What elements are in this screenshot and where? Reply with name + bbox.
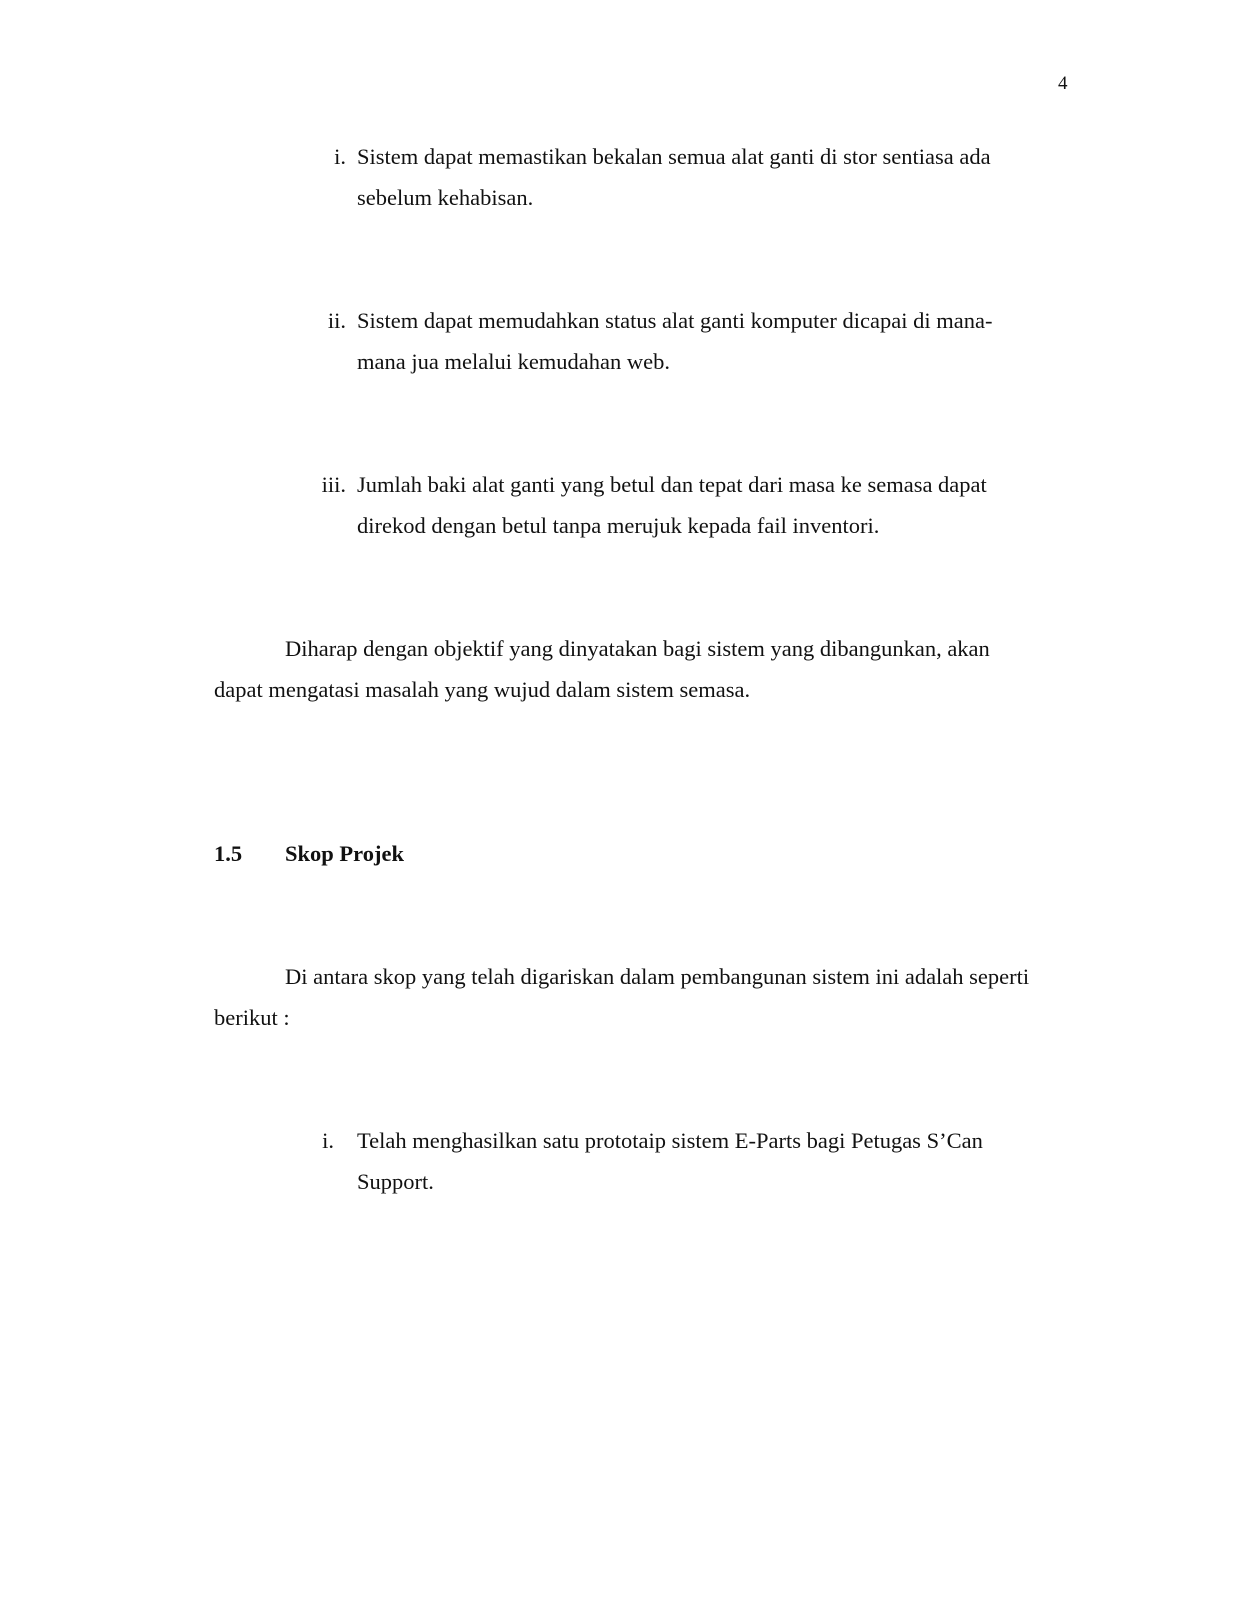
section-title: Skop Projek xyxy=(285,841,404,866)
list-marker: i. xyxy=(322,1128,334,1153)
list-marker: i. xyxy=(334,144,346,169)
objective-item-3 xyxy=(300,464,1035,546)
scope-item-1 xyxy=(300,1120,1035,1202)
list-marker: iii. xyxy=(321,472,346,497)
page-number: 4 xyxy=(1058,73,1068,94)
objective-item-1 xyxy=(300,136,1035,218)
list-item-text: Sistem dapat memastikan bekalan semua alat ganti di stor sentiasa ada sebelum kehabisan. xyxy=(357,144,991,210)
list-marker: ii. xyxy=(327,308,346,333)
list-item-text: Sistem dapat memudahkan status alat ganti komputer dicapai di mana-mana jua melalui kemudahan web. xyxy=(357,308,993,374)
section-heading xyxy=(214,837,404,871)
objectives-conclusion-paragraph: Diharap dengan objektif yang dinyatakan bagi sistem yang dibangunkan, akan dapat mengatasi masalah yang wujud dalam sistem semasa. xyxy=(214,636,990,702)
list-item-text: Jumlah baki alat ganti yang betul dan tepat dari masa ke semasa dapat direkod dengan betul tanpa merujuk kepada fail inventori. xyxy=(357,472,987,538)
scope-intro-paragraph: Di antara skop yang telah digariskan dalam pembangunan sistem ini adalah seperti berikut : xyxy=(214,964,1030,1030)
list-item-text: Telah menghasilkan satu prototaip sistem E-Parts bagi Petugas S’Can Support. xyxy=(357,1128,983,1194)
objective-item-2 xyxy=(300,300,1035,382)
section-number: 1.5 xyxy=(214,841,243,866)
